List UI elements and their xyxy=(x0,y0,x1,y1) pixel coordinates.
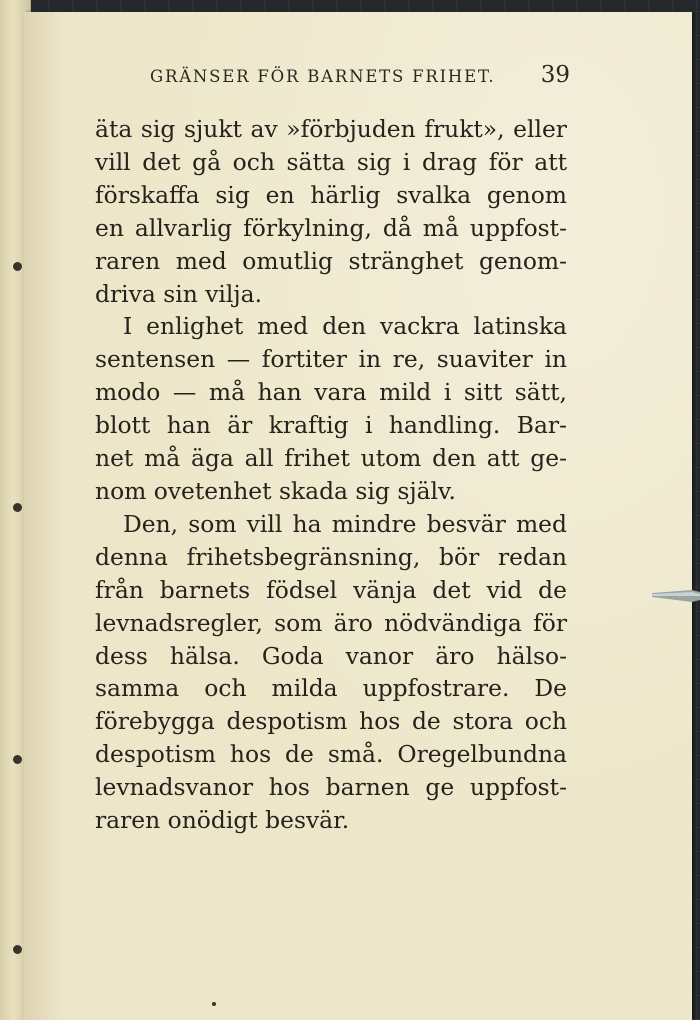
text-line: dess hälsa. Goda vanor äro hälso- xyxy=(95,641,567,670)
binding-stitch xyxy=(13,755,22,764)
paragraph xyxy=(95,508,567,837)
text-line: levnadsregler, som äro nödvändiga för xyxy=(95,608,567,637)
text-line: levnadsvanor hos barnen ge uppfost- xyxy=(95,773,567,802)
text-line: nom ovetenhet skada sig själv. xyxy=(95,476,456,505)
paragraph xyxy=(95,310,567,507)
text-line: förebygga despotism hos de stora och xyxy=(95,707,567,736)
text-line: vill det gå och sätta sig i drag för att xyxy=(95,147,567,176)
body-text xyxy=(95,113,567,837)
page-header xyxy=(150,62,570,88)
page-speck xyxy=(212,1002,216,1006)
text-line: modo — må han vara mild i sitt sätt, xyxy=(95,378,567,407)
page-number: 39 xyxy=(540,62,570,88)
text-line: I enlighet med den vackra latinska xyxy=(123,312,567,341)
text-line: en allvarlig förkylning, då må uppfost- xyxy=(95,213,567,242)
text-line: despotism hos de små. Oregelbundna xyxy=(95,740,567,769)
text-line: denna frihetsbegränsning, bör redan xyxy=(95,542,567,571)
text-line: förskaffa sig en härlig svalka genom xyxy=(95,180,567,209)
paragraph xyxy=(95,113,567,310)
text-line: Den, som vill ha mindre besvär med xyxy=(123,509,567,538)
text-line: sentensen — fortiter in re, suaviter in xyxy=(95,345,567,374)
binding-stitch xyxy=(13,503,22,512)
binding-stitch xyxy=(13,262,22,271)
text-line: från barnets födsel vänja det vid de xyxy=(95,575,567,604)
text-line: raren med omutlig stränghet genom- xyxy=(95,246,567,275)
text-line: driva sin vilja. xyxy=(95,279,263,308)
text-line: blott han är kraftig i handling. Bar- xyxy=(95,411,567,440)
text-line: raren onödigt besvär. xyxy=(95,806,350,835)
text-line: net må äga all frihet utom den att ge- xyxy=(95,444,567,473)
binding-stitch xyxy=(13,945,22,954)
text-line: äta sig sjukt av »förbjuden frukt», eller xyxy=(95,115,567,143)
text-line: samma och milda uppfostrare. De xyxy=(95,674,567,703)
running-head: GRÄNSER FÖR BARNETS FRIHET. xyxy=(150,67,496,86)
scanner-pointer-icon xyxy=(652,588,700,604)
